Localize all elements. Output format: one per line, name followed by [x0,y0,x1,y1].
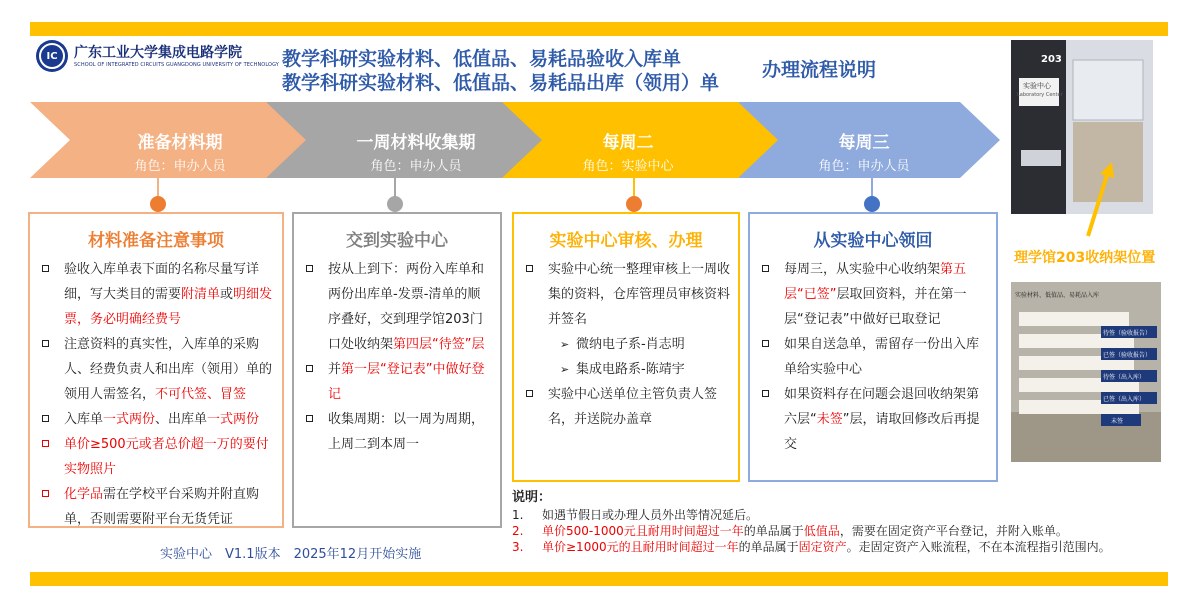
box1-item-4: 单价≥500元或者总价超一万的要付实物照片 [30,432,282,482]
connector-dot-3 [626,196,642,212]
stage-1-name: 准备材料期 [137,133,223,153]
bullet-square-icon [306,415,313,422]
school-name-cn: 广东工业大学集成电路学院 [74,45,242,61]
bullet-square-icon [306,265,313,272]
box-submit-to-center [292,212,502,528]
box1-item-1: 验收入库单表下面的名称尽量写详细，写大类目的需要附清单或明细发票，务必明确经费号 [30,257,282,332]
box3-item-2: 实验中心送单位主管负责人签名，并送院办盖章 [514,382,738,432]
shelf-label-5: 未签 [1111,418,1124,425]
school-logo-icon [36,40,68,72]
note-3: 3. 单价≥1000元的且耐用时间超过一年的单品属于固定资产。走固定资产入账流程，不在本流程指引范围内。 [512,540,1111,554]
school-name-en: SCHOOL OF INTEGRATED CIRCUITS GUANGDONG UNIVERSITY OF TECHNOLOGY [74,62,279,68]
title-line-1: 教学科研实验材料、低值品、易耗品验收入库单 [282,48,682,70]
bullet-square-icon [42,490,49,497]
bottom-accent-bar [30,572,1168,586]
notes-title: 说明： [512,490,552,505]
shelf-label-2: 已签（验收报告） [1103,352,1152,359]
stage-2 [316,128,516,174]
logo-mark: IC [39,43,65,69]
bullet-square-icon [762,265,769,272]
top-accent-bar [30,22,1168,36]
title-suffix: 办理流程说明 [762,59,877,81]
note-2: 2. 单价500-1000元且耐用时间超过一年的单品属于低值品，需要在固定资产平台登记，并附入账单。 [512,524,1068,538]
box2-item-2: 并第一层“登记表”中做好登记 [294,357,500,407]
box2-item-3: 收集周期：以一周为周期，上周二到本周一 [294,407,500,457]
box1-title: 材料准备注意事项 [88,231,224,251]
box4-item-1: 每周三，从实验中心收纳架第五层“已签”层取回资料，并在第一层“登记表”中做好已取登记 [750,257,996,332]
bullet-square-icon [42,415,49,422]
shelf-label-3: 待签（出入库） [1103,374,1146,381]
room-sign: 实验中心 [1023,82,1051,90]
shelf-label-1: 待签（验收报告） [1103,330,1152,337]
box1-item-2: 注意资料的真实性，入库单的采购人、经费负责人和出库（领用）单的领用人需签名，不可代签、冒签 [30,332,282,407]
shelf-photo [1011,282,1161,462]
box-material-preparation [28,212,284,528]
box4-item-2: 如果自送急单，需留存一份出入库单给实验中心 [750,332,996,382]
room-number: 203 [1041,54,1062,65]
note-1: 1. 如遇节假日或办理人员外出等情况延后。 [512,508,759,522]
connector-dot-2 [387,196,403,212]
bullet-square-icon [42,440,49,447]
box4-title: 从实验中心领回 [813,231,933,251]
stage-1-role: 角色：申办人员 [134,159,226,174]
connector-dot-4 [864,196,880,212]
bullet-square-icon [42,340,49,347]
stage-3-role: 角色：实验中心 [582,159,674,174]
stage-2-name: 一周材料收集期 [356,133,476,153]
stage-1 [80,128,280,174]
version-footer: 实验中心 V1.1版本 2025年12月开始实施 [160,547,422,562]
stage-3 [528,128,728,174]
location-label: 理学馆203收纳架位置 [1014,250,1156,266]
bullet-square-icon [762,390,769,397]
stage-2-role: 角色：申办人员 [370,159,462,174]
shelf-header: 实验材料、低值品、易耗品入库 [1015,292,1100,299]
bullet-square-icon [526,390,533,397]
bullet-square-icon [526,265,533,272]
arrow-bullet-icon: ➢ [560,338,570,351]
box-center-review [512,212,740,482]
box3-item-1: 实验中心统一整理审核上一周收集的资料，仓库管理员审核资料并签名 [514,257,738,332]
bullet-square-icon [306,365,313,372]
stage-3-name: 每周二 [602,133,654,153]
box2-item-1: 按从上到下：两份入库单和两份出库单-发票-清单的顺序叠好，交到理学馆203门口处收纳架第四层“待签”层 [294,257,500,357]
bullet-square-icon [762,340,769,347]
arrow-bullet-icon: ➢ [560,363,570,376]
box1-item-3: 入库单一式两份、出库单一式两份 [30,407,282,432]
box3-sub-2: ➢ 集成电路系-陈靖宇 [514,357,738,382]
box3-title: 实验中心审核、办理 [549,231,703,251]
box2-title: 交到实验中心 [346,231,448,251]
stage-4-name: 每周三 [838,133,890,153]
stage-4 [764,128,964,174]
room-sign-en: Laboratory Center [1017,92,1063,98]
bullet-square-icon [42,265,49,272]
connector-dot-1 [150,196,166,212]
shelf-label-4: 已签（出入库） [1103,396,1146,403]
stage-4-role: 角色：申办人员 [818,159,910,174]
title-line-2: 教学科研实验材料、低值品、易耗品出库（领用）单 [282,72,720,94]
box-collect-from-center [748,212,998,482]
box1-item-5: 化学品需在学校平台采购并附直购单，否则需要附平台无货凭证 [30,482,282,532]
box4-item-3: 如果资料存在问题会退回收纳架第六层“未签”层，请取回修改后再提交 [750,382,996,457]
location-pointer-arrow-icon [1080,160,1120,240]
box3-sub-1: ➢ 微纳电子系-肖志明 [514,332,738,357]
